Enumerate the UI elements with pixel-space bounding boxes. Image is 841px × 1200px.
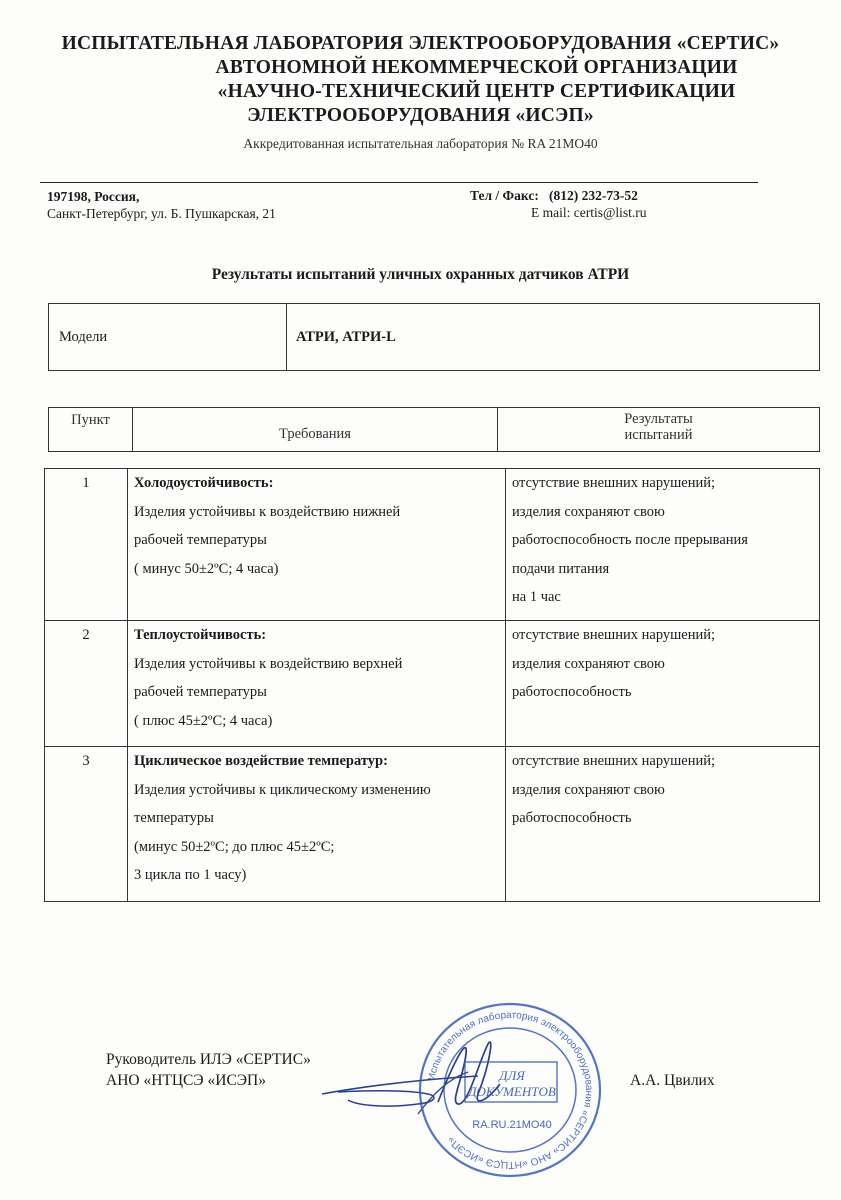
address-postal: 197198, Россия, [47, 189, 140, 204]
models-table [48, 303, 820, 371]
row-number: 3 [45, 747, 128, 902]
col-header-requirements: Требования [133, 408, 498, 452]
models-label: Модели [49, 304, 287, 371]
table-row [45, 621, 820, 747]
seal-reg-number: RA.RU.21MO40 [472, 1119, 552, 1131]
table-row [45, 747, 820, 902]
req-line: Изделия устойчивы к воздействию верхней [134, 655, 403, 672]
result-line: работоспособность после прерывания [512, 532, 748, 548]
address-street: Санкт-Петербург, ул. Б. Пушкарская, 21 [47, 206, 276, 221]
result-line: отсутствие внешних нарушений; [512, 475, 716, 491]
result-line: изделия сохраняют свою [512, 503, 665, 520]
req-line: ( минус 50±2ºС; 4 часа) [134, 560, 279, 577]
table-row [45, 469, 820, 621]
lab-name-line2: АВТОНОМНОЙ НЕКОММЕРЧЕСКОЙ ОРГАНИЗАЦИИ [215, 57, 738, 78]
results-table [44, 468, 820, 902]
seal-center-line1: ДЛЯ [499, 1068, 525, 1083]
col-header-results-line2: испытаний [624, 427, 693, 443]
row-requirements [128, 621, 506, 747]
req-line: рабочей температуры [134, 684, 267, 700]
models-value: АТРИ, АТРИ-L [287, 304, 820, 371]
req-line: температуры [134, 810, 214, 826]
results-header-table [48, 407, 820, 452]
row-number: 2 [45, 621, 128, 747]
row-results [506, 469, 820, 621]
lab-name-line4: ЭЛЕКТРООБОРУДОВАНИЯ «ИСЭП» [247, 105, 594, 126]
signatory-name: А.А. Цвилих [630, 1072, 715, 1089]
req-line: Изделия устойчивы к воздействию нижней [134, 503, 401, 520]
req-line: Изделия устойчивы к циклическому изменению [134, 781, 431, 798]
row-results [506, 621, 820, 747]
email: E mail: certis@list.ru [531, 205, 647, 220]
result-line: работоспособность [512, 810, 632, 826]
signatory-role-line1: Руководитель ИЛЭ «СЕРТИС» [106, 1051, 311, 1068]
result-line: изделия сохраняют свою [512, 655, 665, 672]
col-header-results-line1: Результаты [624, 411, 693, 427]
req-line: 3 цикла по 1 часу) [134, 867, 247, 883]
col-header-results [498, 408, 820, 452]
seal-ring-text: Испытательная лаборатория электрооборудования «СЕРТИС» АНО «НТЦСЭ «ИСЭП» [426, 1009, 595, 1171]
req-line: (минус 50±2ºС; до плюс 45±2ºС; [134, 838, 335, 855]
document-title: Результаты испытаний уличных охранных датчиков АТРИ [211, 266, 630, 283]
req-line: ( плюс 45±2ºС; 4 часа) [134, 712, 273, 729]
result-line: отсутствие внешних нарушений; [512, 753, 716, 769]
phone-block [470, 187, 638, 204]
result-line: на 1 час [512, 589, 561, 605]
result-line: подачи питания [512, 560, 610, 577]
row-title: Холодоустойчивость: [134, 475, 274, 491]
header-divider [40, 182, 758, 183]
row-requirements [128, 747, 506, 902]
col-header-item: Пункт [49, 408, 133, 452]
signatory-role-line2: АНО «НТЦСЭ «ИСЭП» [106, 1072, 266, 1089]
row-title: Циклическое воздействие температур: [134, 753, 388, 769]
row-number: 1 [45, 469, 128, 621]
row-requirements [128, 469, 506, 621]
accreditation-line: Аккредитованная испытательная лаборатория № RA 21MO40 [243, 136, 598, 151]
lab-name-line1: ИСПЫТАТЕЛЬНАЯ ЛАБОРАТОРИЯ ЭЛЕКТРООБОРУДОВАНИЯ «СЕРТИС» [61, 33, 780, 54]
result-line: отсутствие внешних нарушений; [512, 627, 716, 643]
row-results [506, 747, 820, 902]
result-line: изделия сохраняют свою [512, 781, 665, 798]
result-line: работоспособность [512, 684, 632, 700]
phone-label: Тел / Факс: [470, 188, 539, 203]
lab-name-line3: «НАУЧНО-ТЕХНИЧЕСКИЙ ЦЕНТР СЕРТИФИКАЦИИ [217, 81, 736, 102]
req-line: рабочей температуры [134, 532, 267, 548]
lab-seal [415, 1000, 605, 1180]
seal-center-line2: ДОКУМЕНТОВ [468, 1084, 556, 1099]
phone-number: (812) 232-73-52 [548, 188, 638, 203]
row-title: Теплоустойчивость: [134, 627, 267, 643]
